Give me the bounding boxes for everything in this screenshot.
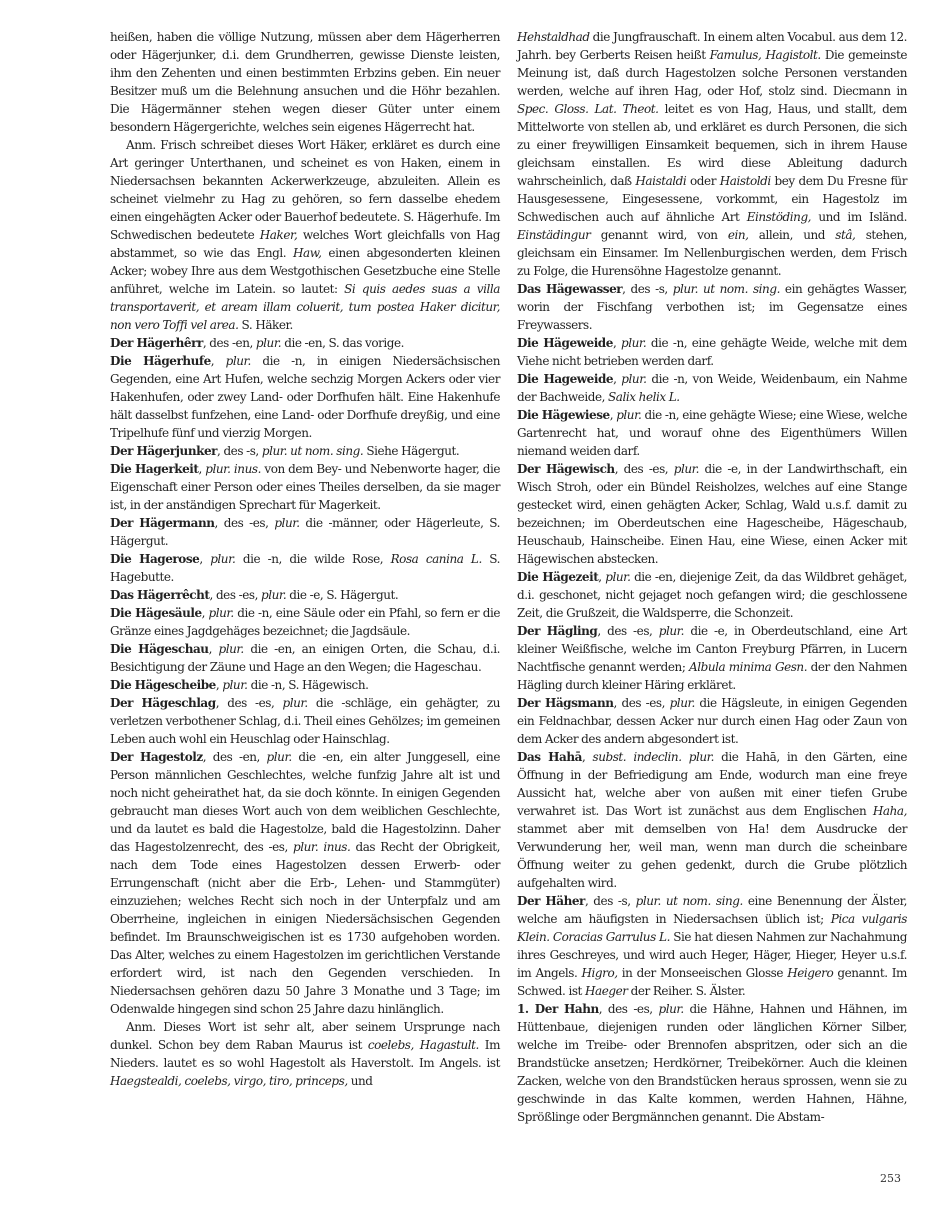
text-run: , des -es, [614, 462, 674, 476]
dictionary-entry [110, 586, 500, 604]
text-run: die -en, ein alter Junggesell, eine Person männlichen Geschlechtes, welche funfzig Jahre alt ist und noch nicht geheirathet hat, da sie doch könnte. In einigen Gegenden gebraucht man dieses Wort auch von dem weiblichen Geschlechte, und da lautet es bald die Hagestolze, bald die Hagestolzinn. Daher das Hagestolzenrecht, des -es, [110, 750, 500, 854]
text-paragraph [110, 28, 500, 136]
text-run: von dem Bey- und Nebenworte hager, die Eigenschaft einer Person oder eines Theiles derselben, da sie mager ist, in der anständigen Sprechart für Magerkeit. [110, 462, 500, 512]
dictionary-entry [517, 334, 907, 370]
dictionary-entry [110, 550, 500, 586]
dictionary-entry [110, 334, 500, 352]
dictionary-entry [110, 748, 500, 1018]
right-column [517, 28, 907, 1126]
italic-text: plur. inus. [292, 840, 351, 854]
text-run: genannt. Im Schwed. ist [517, 966, 907, 998]
text-run: , des -es, [209, 588, 261, 602]
text-run: stammet aber mit demselben von Ha! dem Ausdrucke der Verwunderung her, weil man, wenn man durch die scheinbare Öffnung weiter zu gehen gedenkt, durch die Grube plötzlich aufgehalten wird. [517, 822, 907, 890]
text-run: die -e, S. Hägergut. [286, 588, 399, 602]
text-paragraph [517, 28, 907, 280]
left-column [110, 28, 500, 1090]
text-run: , [581, 750, 593, 764]
italic-text: plur. ut nom. sing. [672, 282, 780, 296]
text-run: bey dem Du Fresne für Hausgesessene, Eingesessene, vorkommt, ein Hagestolz im Schwedischen auch auf ähnliche Art [517, 174, 907, 224]
italic-text: plur. [658, 624, 684, 638]
text-run: die -n, in einigen Niedersächsischen Gegenden, eine Art Hufen, welche sechzig Morgen Ackers oder vier Hakenhufen, oder zwey Land- oder Dorfhufen hält. Eine Hakenhufe hält dasselbst funfzehen, eine Land- oder Dorfhufe dreyßig, und eine Tripelhufe fünf und vierzig Morgen. [110, 354, 500, 440]
text-run: , [208, 642, 219, 656]
headword: Der Hägermann [110, 516, 215, 530]
italic-text: ein, [727, 228, 749, 242]
text-run: die -männer, oder Hägerleute, S. Hägergut. [110, 516, 501, 548]
text-run: , des -es, [598, 1002, 659, 1016]
dictionary-entry [517, 370, 907, 406]
text-run: oder [686, 174, 720, 188]
headword: Der Hägerjunker [110, 444, 218, 458]
text-run: Anm. Frisch schreibet dieses Wort Häker, erkläret es durch eine Art geringer Unterthanen, und scheinet es von Haken, einem in Niedersachsen bekannten Ackerwerkzeuge, abzuleiten. Allein es scheinet vielmehr zu Hag zu gehören, so fern dasselbe ehedem einen eingehägten Acker oder Bauerhof bedeutete. S. Hägerhufe. Im Schwedischen bedeutete [110, 138, 500, 242]
headword: Der Hagestolz [110, 750, 203, 764]
text-run: , des -s, [622, 282, 673, 296]
text-run: Anm. Dieses Wort ist sehr alt, aber seinem Ursprunge nach dunkel. Schon bey dem Raban Maurus ist [110, 1020, 500, 1052]
italic-text: Spec. Gloss. Lat. Theot. [517, 102, 659, 116]
headword: Die Hägezeit [517, 570, 599, 584]
italic-text: Albula minima Gesn. [688, 660, 808, 674]
text-paragraph [110, 1018, 500, 1090]
italic-text: Haw, [293, 246, 322, 260]
italic-text: plur. [225, 354, 251, 368]
italic-text: plur. ut nom. sing. [635, 894, 743, 908]
headword: Das Hägewasser [517, 282, 623, 296]
text-run: , [210, 354, 226, 368]
italic-text: Si quis aedes suas a villa transportaverit, et aream illam coluerit, tum postea Haker dicitur, non vero Toffi vel area. [110, 282, 501, 332]
text-run: , des -es, [597, 624, 659, 638]
italic-text: Haeger [585, 984, 628, 998]
text-run: und [347, 1074, 373, 1088]
text-run: die -en, S. das vorige. [281, 336, 405, 350]
dictionary-entry [517, 406, 907, 460]
dictionary-entry [517, 892, 907, 1000]
dictionary-entry [110, 442, 500, 460]
italic-text: Heigero [787, 966, 834, 980]
text-run: die -n, eine gehägte Wiese; eine Wiese, welche Gartenrecht hat, und worauf ohne des Eigenthümers Willen niemand weiden darf. [517, 408, 907, 458]
text-run: , des -s, [584, 894, 636, 908]
text-run: der den Nahmen Hägling durch kleiner Häring erkläret. [517, 660, 908, 692]
text-run: , des -en, [202, 336, 256, 350]
italic-text: plur. [616, 408, 642, 422]
italic-text: plur. [266, 750, 292, 764]
text-run: die Jungfrauschaft. In einem alten Vocabul. aus dem 12. Jahrh. bey Gerberts Reisen heißt [517, 30, 907, 62]
italic-text: plur. [222, 678, 248, 692]
text-run: leitet es von Hag, Haus, und stallt, dem Mittelworte von stellen ab, und erkläret es durch Personen, die sich zu einer freywilligen Einsamkeit bequemen, sich in ihrem Hause gleichsam einstallen. Es wird diese Ableitung dadurch wahrscheinlich, daß [517, 102, 907, 188]
text-run: S. Hagebutte. [110, 552, 500, 584]
text-run: die -schläge, ein gehägter, zu verletzen verbothener Schlag, d.i. Theil eines Gehölzes; im gemeinen Leben auch wohl ein Heuschlag oder Hainschlag. [110, 696, 501, 746]
text-run: eine Benennung der Älster, welche am häufigsten in Niedersachsen üblich ist; [517, 894, 907, 926]
text-run: welches Wort gleichfalls von Hag abstammet, so wie das Engl. [110, 228, 500, 260]
text-run: Im Nieders. lautet es so wohl Hagestolt als Haverstolt. Im Angels. ist [110, 1038, 500, 1070]
headword: Die Hägeweide [517, 336, 613, 350]
dictionary-entry [110, 640, 500, 676]
text-run: die -n, S. Hägewisch. [247, 678, 369, 692]
italic-text: Einstädingur [517, 228, 591, 242]
italic-text: Haistaldi [635, 174, 687, 188]
text-run: , [598, 570, 606, 584]
italic-text: plur. [673, 462, 699, 476]
headword: Die Hägesäule [110, 606, 202, 620]
headword: Der Hägerhêrr [110, 336, 203, 350]
text-run: die -n, eine gehägte Weide, welche mit dem Viehe nicht betrieben werden darf. [517, 336, 907, 368]
text-run: in der Monseeischen Glosse [617, 966, 788, 980]
headword: Das Hägerrêcht [110, 588, 210, 602]
italic-text: plur. [274, 516, 300, 530]
italic-text: plur. [282, 696, 308, 710]
italic-text: plur. [605, 570, 631, 584]
text-run: , [198, 462, 206, 476]
dictionary-entry [110, 604, 500, 640]
italic-text: Famulus, Hagistolt. [709, 48, 821, 62]
dictionary-entry [517, 460, 907, 568]
text-run: , des -es, [214, 516, 275, 530]
headword: Die Hägewiese [517, 408, 610, 422]
headword: Die Hägerhufe [110, 354, 211, 368]
dictionary-entry [110, 676, 500, 694]
italic-text: plur. inus. [205, 462, 261, 476]
headword: 1. Der Hahn [517, 1002, 599, 1016]
text-run: einen abgesonderten kleinen Acker; wobey Ihre aus dem Westgothischen Gesetzbuche eine Stelle anführet, welche im Latein. so lautet: [110, 246, 500, 296]
text-run: die -e, in Oberdeutschland, eine Art kleiner Weißfische, welche im Canton Freyburg Pfärren, in Lucern Nachtfische genannt werden; [517, 624, 907, 674]
text-run: das Recht der Obrigkeit, nach dem Tode eines Hagestolzen dessen Erwerb- oder Errungenschaft (nicht aber die Erb-, Lehen- und Stammgüter) einzuziehen; welches Recht sich noch in der Unterpfalz und am Oberrheine, ingleichen in einigen Niedersächsischen Gegenden befindet. Im Braunschweigischen ist es 1730 aufgehoben worden. Das Alter, welches zu einem Hagestolzen im gerichtlichen Verstande erfordert wird, ist nach den Gegenden verschieden. In Niedersachsen gehören dazu 50 Jahre 3 Monathe und 3 Tage; im Odenwalde hingegen sind schon 25 Jahre dazu hinlänglich. [110, 840, 500, 1016]
text-run: , [613, 372, 622, 386]
dictionary-entry [110, 352, 500, 442]
dictionary-entry [517, 622, 907, 694]
dictionary-entry [110, 514, 500, 550]
text-run: und im Isländ. [811, 210, 908, 224]
italic-text: Haker, [259, 228, 298, 242]
text-run: Siehe Hägergut. [363, 444, 460, 458]
headword: Der Hägling [517, 624, 598, 638]
text-run: stehen, gleichsam ein Einsamer. Im Nellenburgischen werden, dem Frisch zu Folge, die Hurensöhne Hagestolze genannt. [517, 228, 907, 278]
italic-text: Pica vulgaris Klein. Coracias Garrulus L. [517, 912, 907, 944]
italic-text: Salix helix L. [608, 390, 680, 404]
text-run: , des -s, [217, 444, 262, 458]
text-run: die -e, in der Landwirthschaft, ein Wisch Stroh, oder ein Bündel Reisholzes, welches auf eine Stange gestecket wird, einen gehägten Acker, Schlag, Wald u.s.f. damit zu bezeichnen; im Oberdeutschen eine Hagescheibe, Hägeschaub, Heuschaub, Hainscheibe. Einen Hau, eine Wiese, einen Acker mit Hägewischen abstecken. [517, 462, 907, 566]
dictionary-entry [517, 748, 907, 892]
italic-text: plur. [658, 1002, 684, 1016]
italic-text: plur. [620, 336, 647, 350]
italic-text: Higro, [581, 966, 618, 980]
headword: Der Hägeschlag [110, 696, 216, 710]
italic-text: subst. indeclin. plur. [592, 750, 714, 764]
page-number: 253 [880, 1172, 901, 1185]
italic-text: Haistoldi [719, 174, 771, 188]
italic-text: plur. [208, 606, 234, 620]
italic-text: plur. [261, 588, 287, 602]
headword: Der Hägsmann [517, 696, 614, 710]
text-run: der Reiher. S. Älster. [627, 984, 746, 998]
italic-text: Einstöding, [746, 210, 812, 224]
text-run: , des -es, [215, 696, 283, 710]
text-run: genannt wird, von [590, 228, 728, 242]
dictionary-entry [517, 568, 907, 622]
dictionary-entry [517, 694, 907, 748]
headword: Die Hageweide [517, 372, 614, 386]
italic-text: plur. [210, 552, 236, 566]
text-run: allein, und [748, 228, 836, 242]
text-run: , [215, 678, 223, 692]
headword: Der Hägewisch [517, 462, 615, 476]
dictionary-entry [110, 460, 500, 514]
headword: Das Hahā [517, 750, 582, 764]
italic-text: plur. [255, 336, 282, 350]
text-run: , [609, 408, 617, 422]
text-run: die -en, an einigen Orten, die Schau, d.i. Besichtigung der Zäune und Hage an den Wegen; die Hageschau. [110, 642, 501, 674]
dictionary-entry [517, 1000, 907, 1126]
italic-text: Hehstaldhad [517, 30, 590, 44]
text-run: Die gemeinste Meinung ist, daß durch Hagestolzen solche Personen verstanden werden, welche auf ihren Hag, oder Hof, stolz sind. Diecmann in [517, 48, 907, 98]
italic-text: plur. [218, 642, 244, 656]
text-run: , [201, 606, 209, 620]
italic-text: Rosa canina L. [390, 552, 482, 566]
text-run: die -n, die wilde Rose, [235, 552, 391, 566]
italic-text: Haegstealdi, coelebs, virgo, tiro, princeps, [110, 1074, 348, 1088]
headword: Die Hagerkeit [110, 462, 199, 476]
italic-text: plur. ut nom. sing. [261, 444, 364, 458]
dictionary-entry [110, 694, 500, 748]
text-run: die Hägsleute, in einigen Gegenden ein Feldnachbar, dessen Acker nur durch einen Hag oder Zaun von dem Acker des andern abgesondert ist. [517, 696, 907, 746]
text-run: die -en, diejenige Zeit, da das Wildbret gehäget, d.i. geschonet, nicht gejaget noch gefangen wird; die geschlossene Zeit, die Grußzeit, die Waldsperre, die Schonzeit. [517, 570, 907, 620]
text-run: die -n, eine Säule oder ein Pfahl, so fern er die Gränze eines Jagdgehäges bezeichnet; die Jagdsäule. [110, 606, 500, 638]
italic-text: stâ, [835, 228, 856, 242]
text-paragraph [110, 136, 500, 334]
text-run: die Hähne, Hahnen und Hähnen, im Hüttenbaue, diejenigen runden oder länglichen Körner Silber, welche im Treibe- oder Brennofen abspritzen, oder sich an die Brandstücke ansetzen; Herdkörner, Treibekörner. Auch die kleinen Zacken, welche von den Brandstücken heraus sprossen, wenn sie zu geschwinde in das Kalte kommen, werden Hahnen, Hähne, Sprößlinge oder Bergmännchen genannt. Die Abstam- [517, 1002, 907, 1124]
dictionary-entry [517, 280, 907, 334]
text-run: S. Häker. [238, 318, 293, 332]
text-run: , [199, 552, 211, 566]
italic-text: plur. [669, 696, 695, 710]
text-run: , des -es, [613, 696, 670, 710]
text-run: die -n, von Weide, Weidenbaum, ein Nahme der Bachweide, [517, 372, 907, 404]
italic-text: Haha, [872, 804, 907, 818]
headword: Die Hägeschau [110, 642, 209, 656]
headword: Die Hägescheibe [110, 678, 216, 692]
text-run: die Hahā, in den Gärten, eine Öffnung in der Befriedigung am Ende, wodurch man eine freye Aussicht hat, welche aber von außen mit einer tiefen Grube verwahret ist. Das Wort ist zunächst aus dem Englischen [517, 750, 907, 818]
text-run: ein gehägtes Wasser, worin der Fischfang verbothen ist; im Gegensatze eines Freywassers. [517, 282, 907, 332]
headword: Die Hagerose [110, 552, 200, 566]
text-run: Sie hat diesen Nahmen zur Nachahmung ihres Geschreyes, und wird auch Heger, Häger, Hieger, Heyer u.s.f. im Angels. [517, 930, 908, 980]
italic-text: coelebs, Hagastult. [367, 1038, 479, 1052]
text-run: , des -en, [202, 750, 267, 764]
italic-text: plur. [621, 372, 647, 386]
text-run: , [612, 336, 621, 350]
headword: Der Häher [517, 894, 585, 908]
text-run: heißen, haben die völlige Nutzung, müssen aber dem Hägerherren oder Hägerjunker, d.i. dem Grundherren, gewisse Dienste leisten, ihm den Zehenten und einen bestimmten Erbzins geben. Ein neuer Besitzer muß um die Belehnung ansuchen und die Höhr bezahlen. Die Hägermänner stehen wegen dieser Güter unter einem besondern Hägergerichte, welches sein eigenes Hägerrecht hat. [110, 30, 500, 134]
